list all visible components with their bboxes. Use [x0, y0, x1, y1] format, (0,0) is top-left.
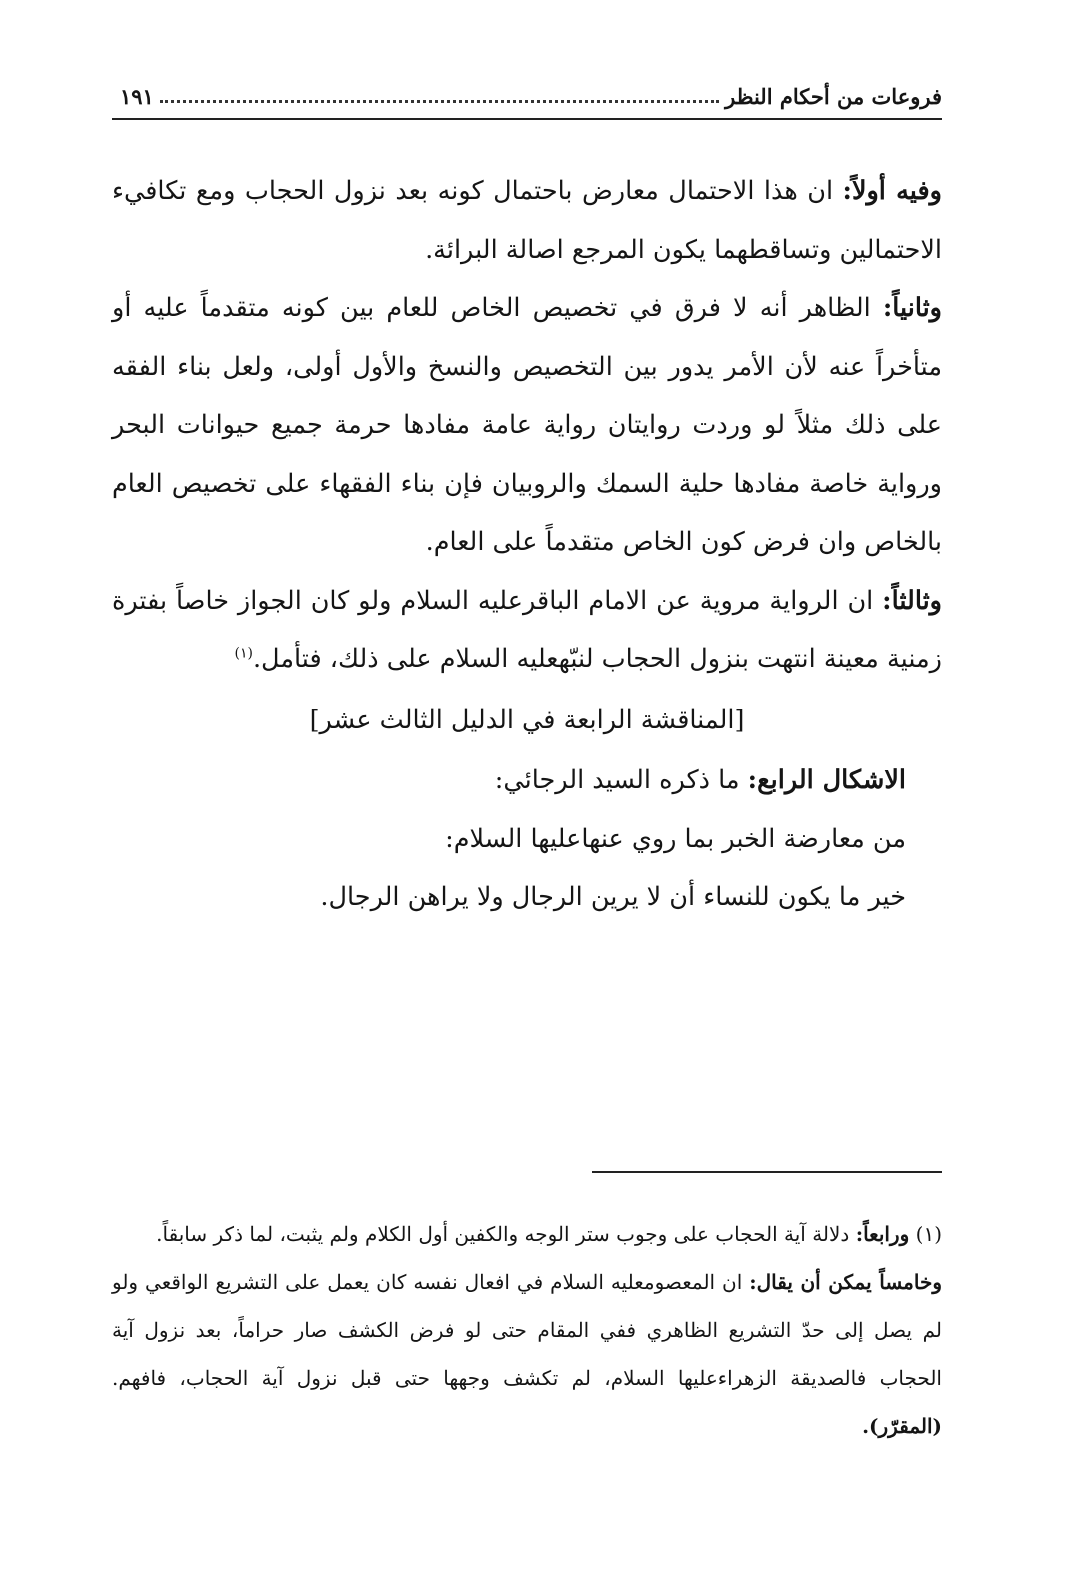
- page: [112, 0, 942, 1590]
- header-dot-leader: [160, 100, 719, 103]
- main-text: [112, 162, 942, 927]
- paragraph-text: ان الرواية مروية عن الامام الباقرعليه السلام ولو كان الجواز خاصاً بفترة زمنية معينة انتهت بنزول الحجاب لنبّهعليه السلام على ذلك، فتأمل.: [112, 585, 942, 674]
- footnote-text: دلالة آية الحجاب على وجوب ستر الوجه والكفين أول الكلام ولم يثبت، لما ذكر سابقاً.: [156, 1222, 856, 1246]
- paragraph-firstly: [112, 162, 942, 279]
- objection-line-3: خير ما يكون للنساء أن لا يرين الرجال ولا يراهن الرجال.: [320, 882, 906, 912]
- footnote-1-continued: [112, 1258, 942, 1450]
- section-heading: [المناقشة الرابعة في الدليل الثالث عشر]: [309, 704, 745, 735]
- footnotes: [112, 1210, 942, 1450]
- objection-lead: الاشكال الرابع:: [747, 765, 906, 795]
- paragraph-lead: وفيه أولاً:: [842, 176, 942, 206]
- footnote-marker: (١): [909, 1222, 942, 1246]
- paragraph-lead: وثانياً:: [882, 293, 942, 323]
- paragraph-secondly: [112, 279, 942, 572]
- header-rule: [112, 118, 942, 120]
- footnote-1: [112, 1210, 942, 1258]
- running-header: [112, 78, 942, 114]
- footnote-source: (المقرّر).: [862, 1414, 942, 1438]
- paragraph-text: ان هذا الاحتمال معارض باحتمال كونه بعد نزول الحجاب ومع تكافيء الاحتمالين وتساقطهما يكون المرجع اصالة البرائة.: [112, 176, 942, 265]
- chapter-title: فروعات من أحكام النظر: [725, 83, 942, 109]
- objection-text: ما ذكره السيد الرجائي:: [494, 765, 748, 795]
- paragraph-thirdly: [112, 572, 942, 689]
- objection-line-2: من معارضة الخبر بما روي عنهاعليها السلام:: [445, 823, 906, 854]
- footnote-lead: ورابعاً:: [855, 1222, 910, 1246]
- footnote-text: ان المعصومعليه السلام في افعال نفسه كان يعمل على التشريع الواقعي ولو لم يصل إلى حدّ التشريع الظاهري ففي المقام حتى لو فرض الكشف صار حراماً، بعد نزول آية الحجاب فالصديقة الزهراءعليها السلام، لم تكشف وجهها حتى قبل نزول آية الحجاب، فافهم.: [112, 1270, 942, 1390]
- paragraph-text: الظاهر أنه لا فرق في تخصيص الخاص للعام بين كونه متقدماً عليه أو متأخراً عنه لأن الأمر يدور بين التخصيص والنسخ والأول أولى، ولعل بناء الفقه على ذلك مثلاً لو وردت روايتان رواية عامة مفادها حرمة جميع حيوانات البحر ورواية خاصة مفادها حلية السمك والروبيان فإن بناء الفقهاء على تخصيص العام بالخاص وان فرض كون الخاص متقدماً على العام.: [112, 293, 942, 557]
- page-number: ١٩١: [120, 83, 154, 109]
- footnote-reference[interactable]: (١): [234, 645, 253, 662]
- paragraph-lead: وثالثاً:: [882, 585, 942, 616]
- objection-paragraph: [112, 751, 942, 810]
- footnote-separator: [592, 1171, 942, 1173]
- footnote-lead: وخامساً يمكن أن يقال:: [749, 1270, 942, 1294]
